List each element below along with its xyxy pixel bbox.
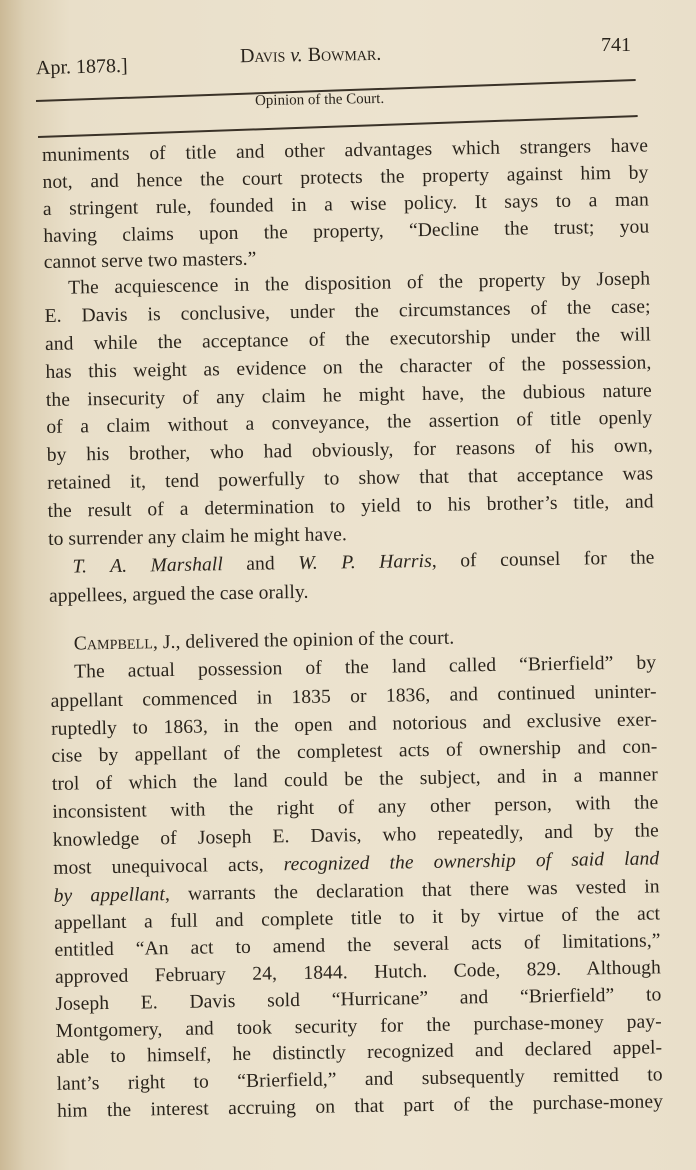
text-segment: , of counsel for the: [431, 547, 655, 572]
text-segment: appellees, argued the case orally.: [48, 581, 309, 607]
italic-text: by appellant: [53, 884, 166, 907]
text-segment: inconsistent with the right of any other person, with the: [52, 792, 659, 823]
text-segment: , J., delivered the opinion of the court.: [152, 627, 455, 654]
text-segment: able to himself, he distinctly recognized and declared appel-: [56, 1037, 663, 1068]
text-segment: not, and hence the court protects the property against him by: [42, 162, 649, 193]
page-number: 741: [601, 34, 631, 56]
text-segment: to surrender any claim he might have.: [47, 524, 348, 550]
text-segment: knowledge of Joseph E. Davis, who repeatedly, and by the: [52, 820, 659, 851]
text-segment: the result of a determination to yield to his brother’s title, and: [47, 491, 654, 522]
text-segment: Montgomery, and took security for the purchase-money pay-: [55, 1011, 662, 1042]
text-segment: by his brother, who had obviously, for reasons of his own,: [46, 435, 653, 466]
text-segment: appellant a full and complete title to it by virtue of the act: [53, 903, 661, 934]
text-segment: a stringent rule, founded in a wise policy. It says to a man: [42, 189, 650, 220]
italic-text: T. A. Marshall: [72, 554, 224, 578]
text-segment: cannot serve two masters.”: [43, 248, 257, 273]
case-party-2: Bowmar.: [307, 42, 382, 67]
text-segment: having claims upon the property, “Decline the trust; you: [43, 216, 650, 247]
text-segment: approved February 24, 1844. Hutch. Code, 829. Although: [54, 957, 662, 988]
text-segment: and while the acceptance of the executorship under the will: [44, 324, 652, 355]
text-segment: E. Davis is conclusive, under the circumstances of the case;: [44, 296, 651, 327]
text-segment: , warrants the declaration that there was vested in: [164, 876, 660, 906]
text-segment: most unequivocal acts,: [53, 854, 284, 879]
italic-text: recognized the ownership of said land: [283, 848, 660, 876]
text-line: [48, 546, 654, 580]
text-segment: muniments of title and other advantages which strangers have: [41, 135, 649, 166]
text-segment: entitled “An act to amend the several acts of limitations,”: [54, 930, 661, 961]
text-line: [50, 651, 656, 685]
text-segment: the insecurity of any claim he might have, the dubious nature: [45, 380, 653, 411]
running-head: Opinion of the Court.: [254, 90, 385, 110]
text-segment: ruptedly to 1863, in the open and notorious and exclusive exer-: [50, 709, 658, 740]
case-versus: v.: [290, 44, 303, 67]
text-segment: retained it, tend powerfully to show that that acceptance was: [47, 463, 654, 494]
text-segment: Joseph E. Davis sold “Hurricane” and “Brierfield” to: [55, 984, 662, 1015]
text-segment: trol of which the land could be the subject, and in a manner: [51, 764, 659, 795]
text-segment: The actual possession of the land called “Brierfield” by: [74, 652, 657, 683]
text-segment: has this weight as evidence on the character of the possession,: [45, 352, 652, 383]
small-caps-text: Campbell: [73, 632, 154, 655]
text-segment: and: [222, 552, 299, 576]
case-party-1: Davis: [239, 44, 286, 68]
text-segment: appellant commenced in 1835 or 1836, and continued uninter-: [50, 681, 657, 712]
text-line: [49, 575, 655, 609]
text-segment: him the interest accruing on that part of the purchase-money: [56, 1091, 664, 1122]
text-segment: The acquiescence in the disposition of the property by Joseph: [68, 268, 651, 299]
italic-text: W. P. Harris: [298, 550, 432, 574]
text-segment: of a claim without a conveyance, the assertion of title openly: [46, 407, 653, 438]
header-date: Apr. 1878.]: [35, 54, 128, 80]
text-segment: lant’s right to “Brierfield,” and subsequently remitted to: [56, 1064, 663, 1095]
text-segment: cise by appellant of the completest acts of ownership and con-: [51, 736, 658, 767]
